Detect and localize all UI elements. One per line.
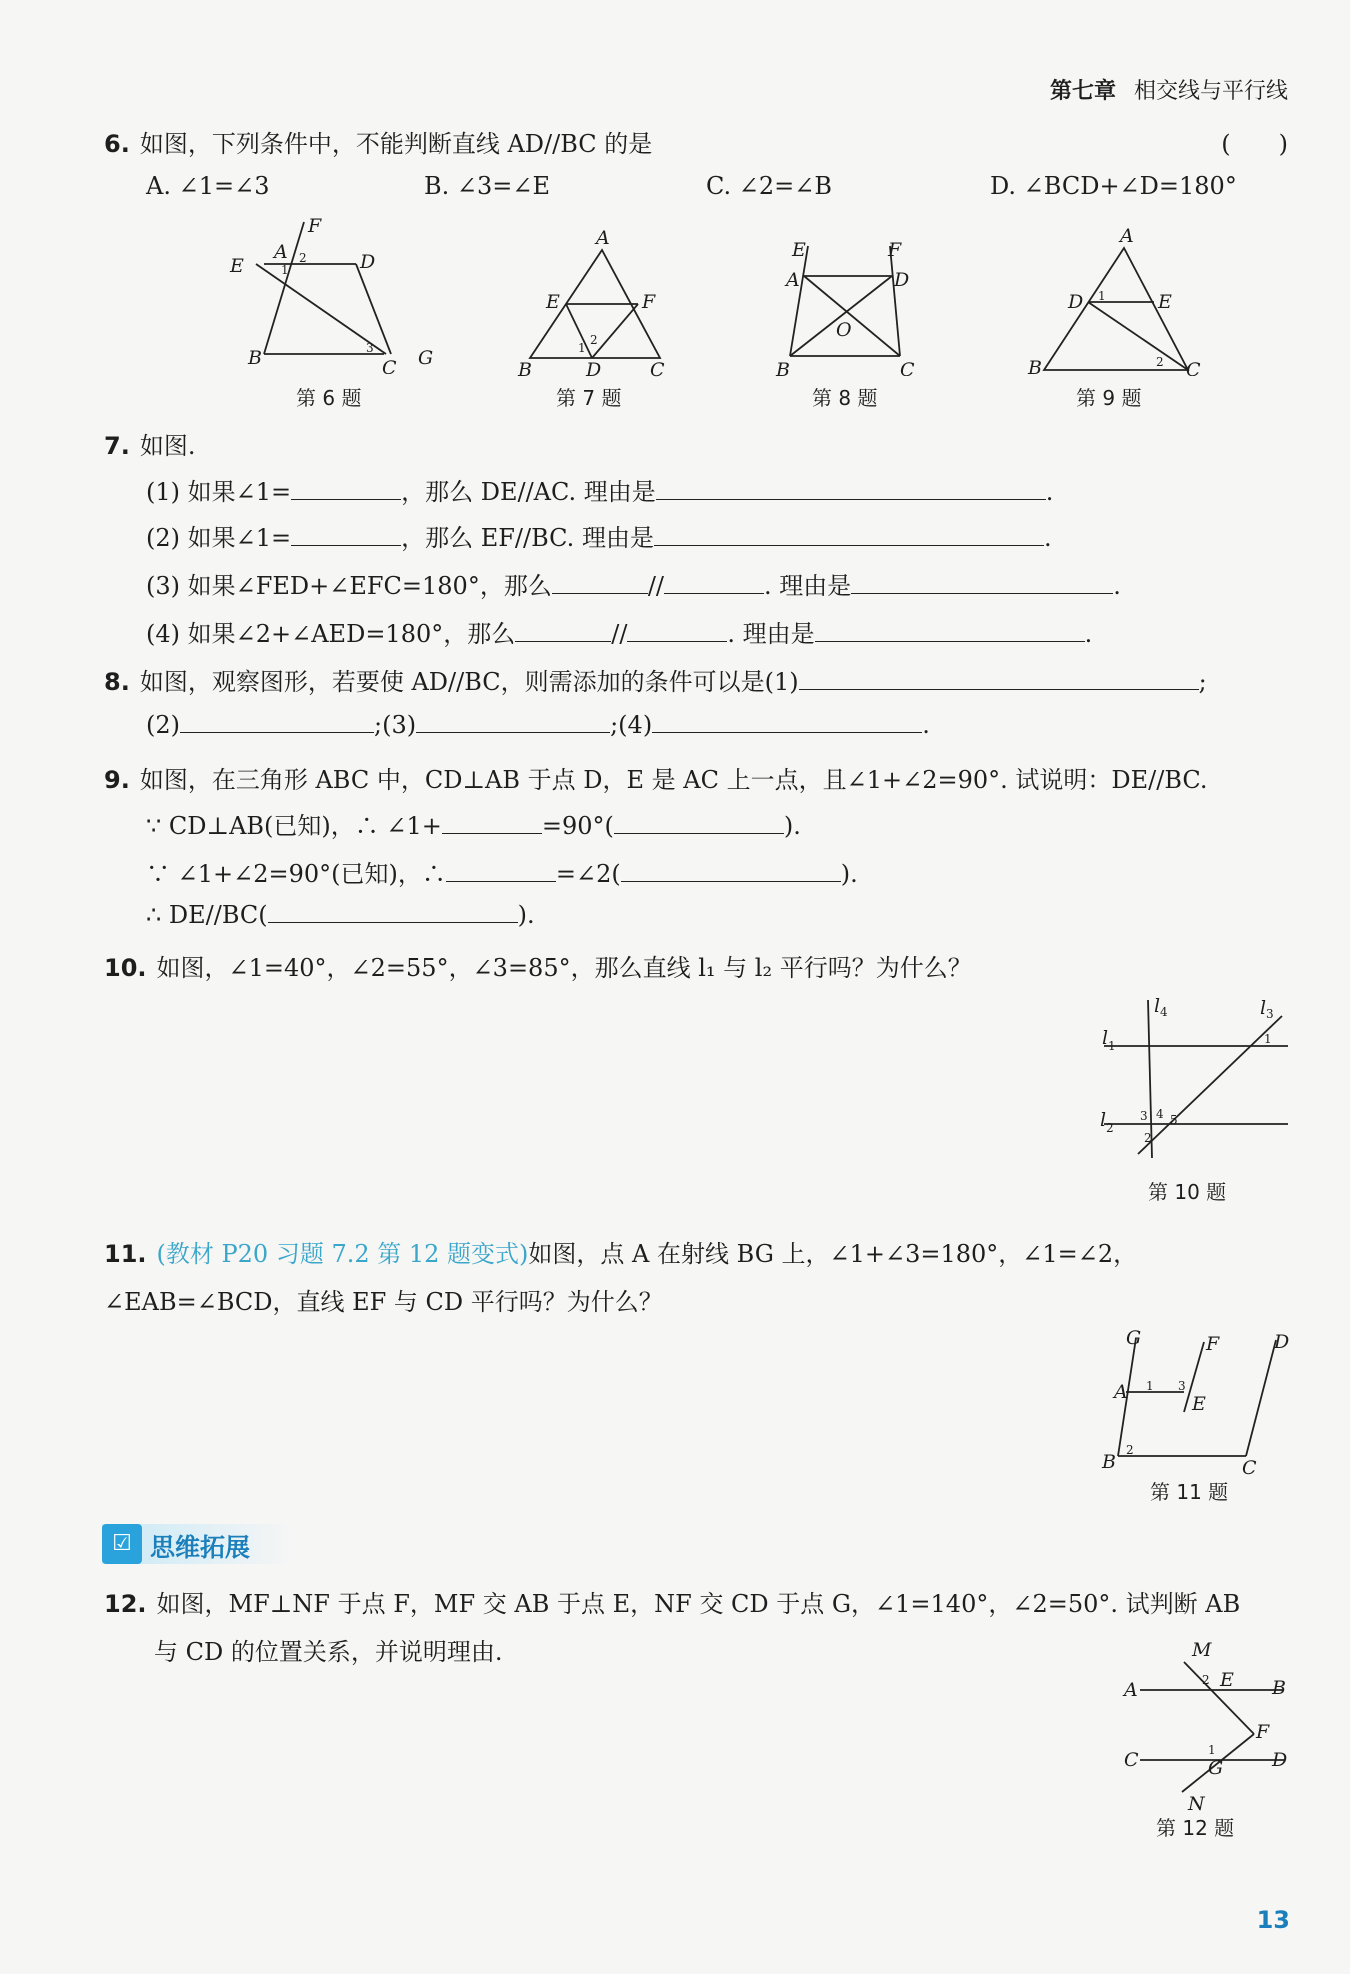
svg-text:A: A [786, 269, 800, 291]
q12-stem-2: 与 CD 的位置关系，并说明理由. [154, 1638, 503, 1666]
svg-text:D: D [1272, 1749, 1288, 1771]
svg-text:E: E [230, 255, 244, 277]
svg-text:B: B [776, 359, 790, 376]
svg-text:l: l [1100, 1109, 1107, 1131]
q8-blank-2[interactable] [180, 710, 374, 733]
q9-blank-1[interactable] [442, 811, 542, 834]
svg-text:1: 1 [1098, 289, 1106, 303]
q7-blank-3a[interactable] [552, 571, 648, 594]
svg-text:G: G [1126, 1328, 1142, 1349]
svg-text:E: E [1220, 1669, 1234, 1691]
svg-text:F: F [1256, 1721, 1270, 1743]
svg-text:1: 1 [1208, 1743, 1216, 1757]
q7-blank-2b[interactable] [654, 523, 1044, 546]
q11-stem: 11. (教材 P20 习题 7.2 第 12 题变式)如图，点 A 在射线 BG 上，∠1+∠3=180°，∠1=∠2， [104, 1240, 1138, 1268]
figure-8 [770, 236, 940, 376]
page-number: 13 [1256, 1906, 1290, 1934]
q11-stem-2: ∠EAB=∠BCD，直线 EF 与 CD 平行吗？为什么？ [104, 1288, 663, 1316]
q9-stem: 9. 如图，在三角形 ABC 中，CD⊥AB 于点 D，E 是 AC 上一点，且∠1+∠2=90°. 试说明：DE//BC. [104, 766, 1208, 794]
svg-text:l: l [1102, 1027, 1109, 1049]
q9-blank-5[interactable] [268, 900, 518, 923]
svg-text:C: C [1242, 1457, 1257, 1478]
q8-blank-1[interactable] [799, 667, 1199, 690]
figure-12 [1116, 1640, 1296, 1820]
q9-blank-4[interactable] [621, 859, 841, 882]
svg-text:D: D [1274, 1331, 1290, 1353]
svg-text:B: B [1272, 1677, 1286, 1699]
q7-part2: (2) 如果∠1= ，那么 EF//BC. 理由是 . [146, 524, 1052, 552]
q8-stem: 8. 如图，观察图形，若要使 AD//BC，则需添加的条件可以是(1) ; [104, 668, 1207, 696]
svg-text:A: A [274, 241, 288, 263]
q11-source: (教材 P20 习题 7.2 第 12 题变式) [156, 1240, 529, 1268]
q7-blank-4b[interactable] [627, 619, 727, 642]
figure-8-caption: 第 8 题 [812, 386, 878, 410]
svg-text:D: D [894, 269, 910, 291]
svg-text:1: 1 [1146, 1379, 1154, 1393]
svg-text:B: B [248, 347, 262, 369]
q9-blank-3[interactable] [446, 859, 556, 882]
svg-text:2: 2 [299, 251, 307, 265]
svg-text:2: 2 [1156, 355, 1164, 369]
svg-text:A: A [1120, 226, 1134, 247]
svg-text:M: M [1192, 1640, 1212, 1661]
svg-text:N: N [1188, 1793, 1205, 1815]
svg-text:F: F [1206, 1333, 1220, 1355]
svg-text:4: 4 [1156, 1107, 1164, 1121]
svg-text:2: 2 [590, 333, 598, 347]
q7-part3: (3) 如果∠FED+∠EFC=180°，那么 // . 理由是 . [146, 572, 1121, 600]
figure-11-caption: 第 11 题 [1150, 1480, 1229, 1504]
svg-text:E: E [546, 291, 560, 313]
q6-answer-paren[interactable]: ( ) [1221, 130, 1288, 158]
figure-9 [1024, 226, 1204, 376]
figure-7-caption: 第 7 题 [556, 386, 622, 410]
svg-text:C: C [650, 359, 665, 380]
figure-10 [1096, 996, 1296, 1160]
svg-text:C: C [900, 359, 915, 376]
section-icon: ☑ [102, 1524, 142, 1564]
svg-text:5: 5 [1170, 1113, 1178, 1127]
svg-text:4: 4 [1160, 1005, 1168, 1019]
svg-text:O: O [836, 319, 852, 341]
q7-blank-2a[interactable] [291, 523, 401, 546]
svg-text:1: 1 [578, 341, 586, 355]
figure-9-caption: 第 9 题 [1076, 386, 1142, 410]
q8-blank-3[interactable] [416, 710, 610, 733]
q8-line2: (2) ;(3) ;(4) . [146, 711, 930, 739]
q7-text: 如图. [139, 432, 196, 460]
svg-text:D: D [1068, 291, 1084, 313]
q7-blank-3c[interactable] [851, 571, 1113, 594]
svg-text:2: 2 [1202, 1673, 1210, 1687]
q6-option-a: A. ∠1=∠3 [146, 172, 270, 200]
svg-text:F: F [888, 239, 902, 261]
svg-text:E: E [792, 239, 806, 261]
q7-part1: (1) 如果∠1= ，那么 DE//AC. 理由是 . [146, 478, 1054, 506]
q7-blank-1a[interactable] [291, 477, 401, 500]
svg-text:F: F [308, 215, 322, 237]
svg-text:1: 1 [281, 263, 289, 277]
q6-number: 6. [104, 130, 130, 158]
svg-text:2: 2 [1144, 1131, 1152, 1145]
q7-blank-4c[interactable] [815, 619, 1085, 642]
svg-text:B: B [518, 359, 532, 380]
chapter-title: 相交线与平行线 [1133, 79, 1288, 104]
svg-text:G: G [1208, 1757, 1224, 1779]
svg-text:2: 2 [1106, 1121, 1114, 1135]
q10-stem: 10. 如图，∠1=40°，∠2=55°，∠3=85°，那么直线 l₁ 与 l₂ 平行吗？为什么？ [104, 954, 972, 982]
svg-text:D: D [586, 359, 602, 380]
svg-text:B: B [1102, 1451, 1116, 1473]
svg-text:1: 1 [1108, 1039, 1116, 1053]
svg-text:F: F [642, 291, 656, 313]
svg-text:l: l [1260, 997, 1267, 1019]
q9-step2: ∵ ∠1+∠2=90°(已知)，∴ =∠2( ). [146, 860, 858, 888]
q6-option-c: C. ∠2=∠B [706, 172, 832, 200]
q7-stem [104, 426, 195, 461]
svg-text:3: 3 [1140, 1109, 1148, 1123]
svg-text:C: C [382, 357, 397, 374]
figure-12-caption: 第 12 题 [1156, 1816, 1235, 1840]
svg-text:3: 3 [1266, 1007, 1274, 1021]
chapter-header [1050, 74, 1288, 105]
figure-11 [1096, 1328, 1296, 1478]
svg-text:E: E [1192, 1393, 1206, 1415]
q7-blank-4a[interactable] [515, 619, 611, 642]
q8-blank-4[interactable] [652, 710, 922, 733]
svg-text:B: B [1028, 357, 1042, 376]
svg-text:A: A [1114, 1381, 1128, 1403]
figure-6 [226, 214, 446, 374]
svg-text:3: 3 [1178, 1379, 1186, 1393]
svg-text:C: C [1124, 1749, 1139, 1771]
q6-option-b: B. ∠3=∠E [424, 172, 551, 200]
svg-text:E: E [1158, 291, 1172, 313]
q7-part4: (4) 如果∠2+∠AED=180°，那么 // . 理由是 . [146, 620, 1093, 648]
chapter-number: 第七章 [1049, 79, 1116, 104]
figure-6-caption: 第 6 题 [296, 386, 362, 410]
q6-option-d: D. ∠BCD+∠D=180° [990, 172, 1237, 200]
q7-blank-1b[interactable] [656, 477, 1046, 500]
svg-text:A: A [596, 230, 610, 249]
q6-stem [104, 124, 652, 159]
svg-text:A: A [1124, 1679, 1138, 1701]
svg-text:2: 2 [1126, 1443, 1134, 1457]
svg-text:l: l [1154, 996, 1161, 1017]
q9-step3: ∴ DE//BC( ). [146, 901, 535, 929]
figure-10-caption: 第 10 题 [1148, 1180, 1227, 1204]
q9-step1: ∵ CD⊥AB(已知)，∴ ∠1+ =90°( ). [146, 812, 801, 840]
svg-text:G: G [418, 347, 434, 369]
section-title: 思维拓展 [150, 1533, 251, 1562]
svg-text:1: 1 [1264, 1032, 1272, 1046]
q7-blank-3b[interactable] [664, 571, 764, 594]
figure-7 [510, 230, 680, 380]
svg-text:3: 3 [366, 341, 374, 355]
q9-blank-2[interactable] [614, 811, 784, 834]
svg-text:D: D [360, 251, 376, 273]
q12-stem: 12. 如图，MF⊥NF 于点 F，MF 交 AB 于点 E，NF 交 CD 于点 G，∠1=140°，∠2=50°. 试判断 AB [104, 1590, 1241, 1618]
q6-text: 如图，下列条件中，不能判断直线 AD//BC 的是 [139, 130, 653, 158]
q7-number: 7. [104, 432, 130, 460]
svg-text:C: C [1186, 359, 1201, 376]
section-banner [102, 1524, 294, 1564]
